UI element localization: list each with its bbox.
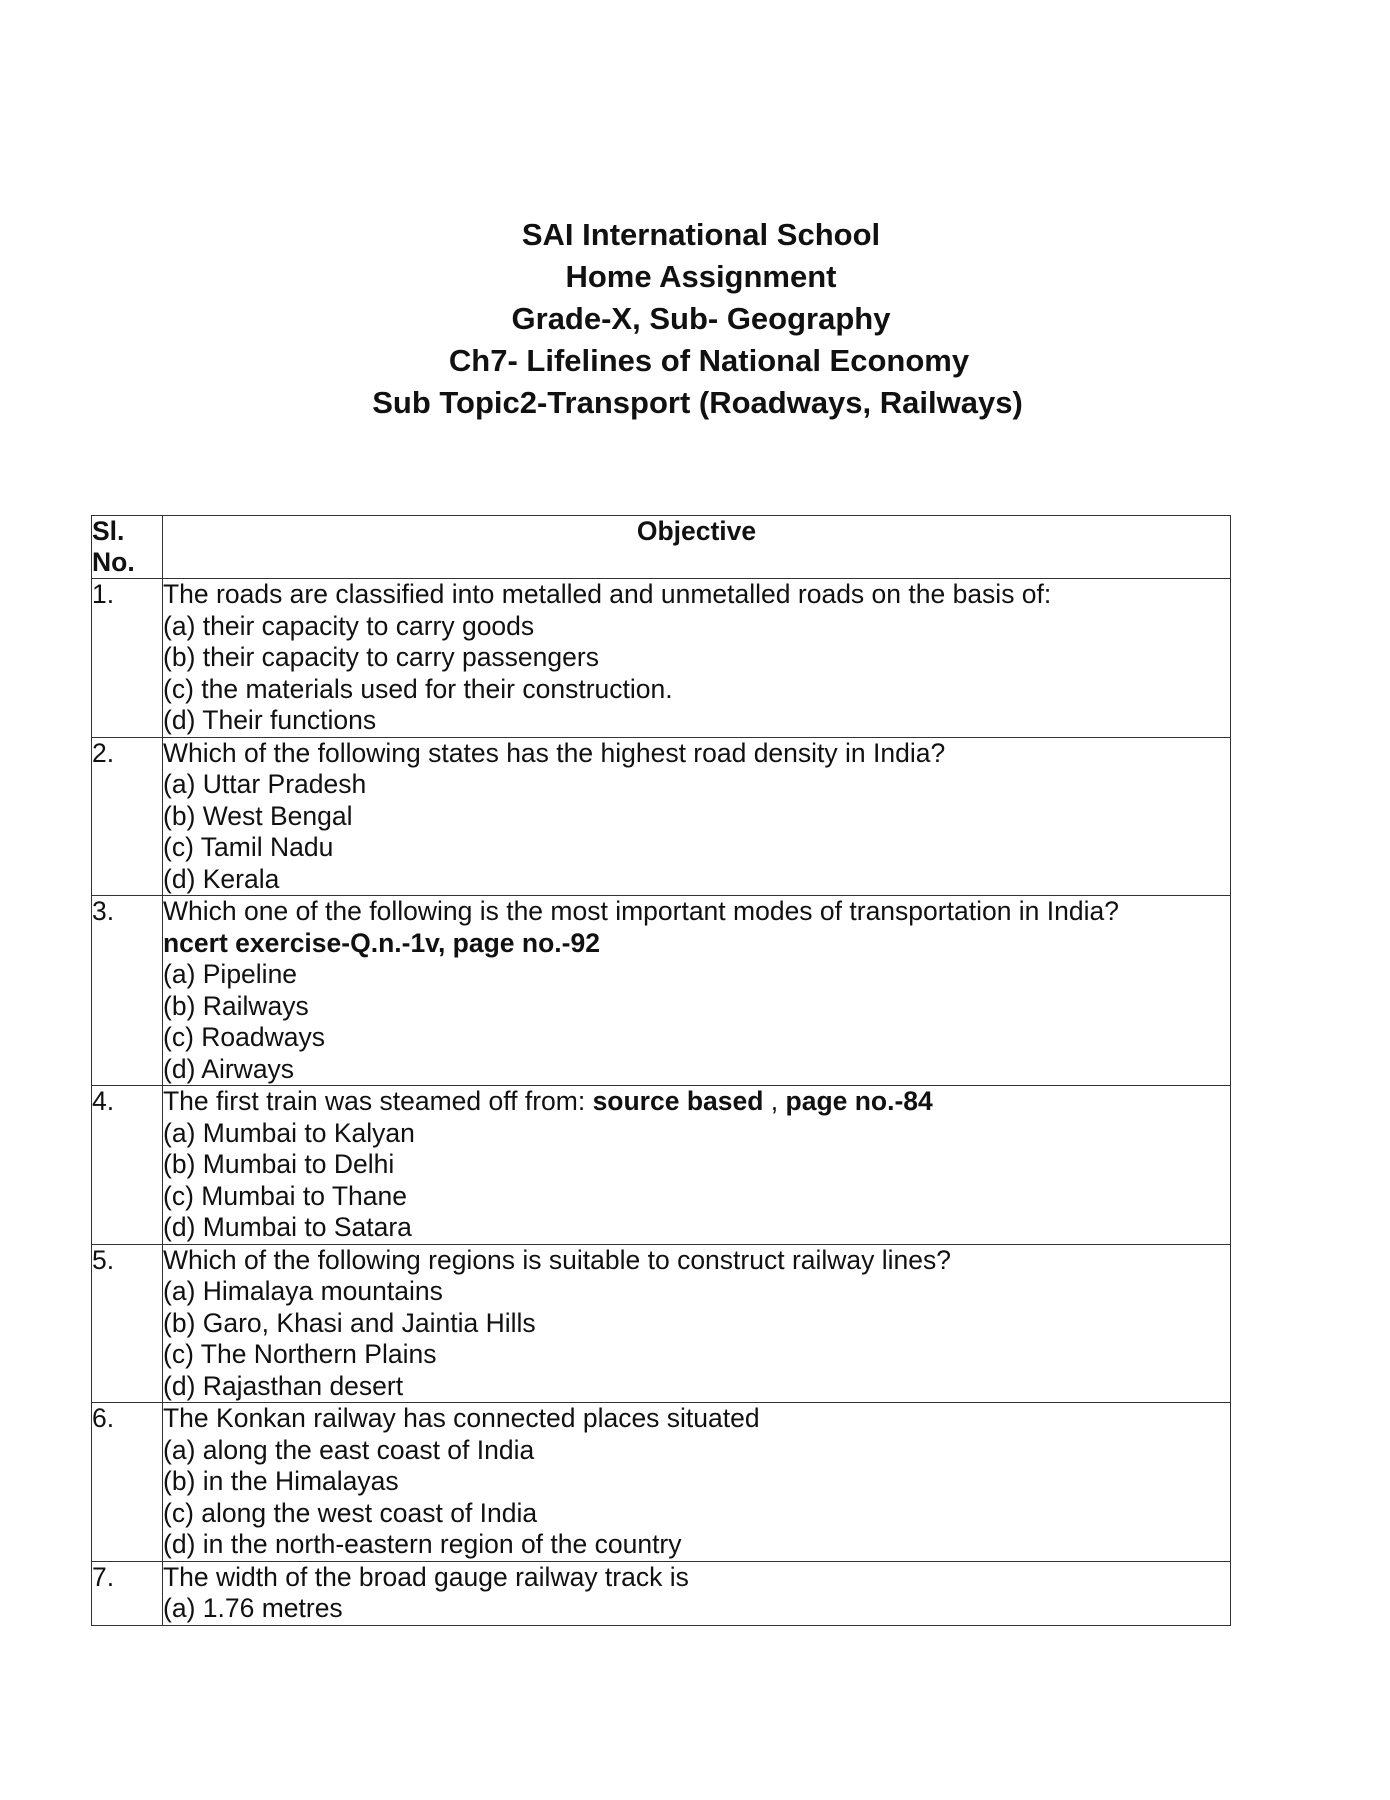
option: (d) Mumbai to Satara bbox=[163, 1212, 412, 1242]
table-row bbox=[92, 737, 1231, 896]
question-number: 5. bbox=[92, 1244, 163, 1403]
assignment-title: Home Assignment bbox=[565, 259, 837, 294]
table-row bbox=[92, 1403, 1231, 1562]
option: (d) Their functions bbox=[163, 705, 377, 735]
option: (c) Roadways bbox=[163, 1022, 325, 1052]
question-cell bbox=[163, 579, 1231, 738]
question-cell bbox=[163, 896, 1231, 1086]
option: (a) Pipeline bbox=[163, 959, 298, 989]
option: (b) in the Himalayas bbox=[163, 1466, 399, 1496]
question-text: The roads are classified into metalled and unmetalled roads on the basis of: bbox=[163, 579, 1052, 609]
option: (c) the materials used for their construction. bbox=[163, 673, 673, 704]
option: (c) Mumbai to Thane bbox=[163, 1180, 407, 1211]
question-text: Which of the following regions is suitable to construct railway lines? bbox=[163, 1244, 952, 1275]
option: (a) their capacity to carry goods bbox=[163, 610, 535, 641]
option: (a) Uttar Pradesh bbox=[163, 769, 367, 799]
question-cell bbox=[163, 1086, 1231, 1245]
option: (b) West Bengal bbox=[163, 800, 353, 831]
question-number: 6. bbox=[92, 1403, 163, 1562]
question-text: The width of the broad gauge railway track is bbox=[163, 1561, 689, 1592]
question-number: 1. bbox=[92, 579, 163, 738]
questions-table bbox=[91, 515, 1231, 1626]
option: (c) The Northern Plains bbox=[163, 1339, 437, 1369]
option: (d) in the north-eastern region of the country bbox=[163, 1529, 682, 1559]
question-cell bbox=[163, 1244, 1231, 1403]
question-text-line bbox=[163, 1086, 1230, 1118]
question-text: The first train was steamed off from: bbox=[163, 1086, 593, 1116]
table-header-row bbox=[92, 516, 1231, 579]
option: (a) along the east coast of India bbox=[163, 1434, 535, 1465]
chapter-title: Ch7- Lifelines of National Economy bbox=[448, 343, 970, 378]
question-cell bbox=[163, 1403, 1231, 1562]
option: (a) Himalaya mountains bbox=[163, 1276, 443, 1306]
column-header-objective: Objective bbox=[163, 516, 1231, 579]
document-header bbox=[0, 214, 1390, 424]
table-row bbox=[92, 896, 1231, 1086]
grade-subject: Grade-X, Sub- Geography bbox=[511, 301, 891, 336]
table-row bbox=[92, 1244, 1231, 1403]
option: (b) Garo, Khasi and Jaintia Hills bbox=[163, 1307, 536, 1338]
option: (c) Tamil Nadu bbox=[163, 832, 334, 862]
option: (b) their capacity to carry passengers bbox=[163, 642, 599, 672]
option: (a) Mumbai to Kalyan bbox=[163, 1117, 415, 1148]
question-reference-source: source based bbox=[592, 1086, 764, 1116]
option: (b) Railways bbox=[163, 990, 309, 1021]
option: (d) Rajasthan desert bbox=[163, 1370, 404, 1401]
question-reference: ncert exercise-Q.n.-1v, page no.-92 bbox=[163, 927, 600, 958]
column-header-serial: Sl. No. bbox=[92, 516, 163, 579]
question-number: 7. bbox=[92, 1561, 163, 1625]
question-number: 3. bbox=[92, 896, 163, 1086]
question-text: The Konkan railway has connected places situated bbox=[163, 1403, 760, 1433]
subtopic-title: Sub Topic2-Transport (Roadways, Railways) bbox=[372, 385, 1023, 420]
question-number: 4. bbox=[92, 1086, 163, 1245]
option: (c) along the west coast of India bbox=[163, 1497, 538, 1528]
option: (d) Kerala bbox=[163, 863, 280, 894]
question-text: Which one of the following is the most important modes of transportation in India? bbox=[163, 896, 1119, 926]
question-number: 2. bbox=[92, 737, 163, 896]
school-name: SAI International School bbox=[521, 217, 881, 252]
table-row bbox=[92, 1561, 1231, 1625]
question-text: Which of the following states has the highest road density in India? bbox=[163, 737, 946, 768]
table-row bbox=[92, 1086, 1231, 1245]
table-row bbox=[92, 579, 1231, 738]
question-cell bbox=[163, 737, 1231, 896]
reference-separator: , bbox=[763, 1086, 786, 1116]
question-reference-page: page no.-84 bbox=[785, 1086, 933, 1116]
option: (b) Mumbai to Delhi bbox=[163, 1149, 395, 1179]
option: (d) Airways bbox=[163, 1053, 295, 1084]
question-cell bbox=[163, 1561, 1231, 1625]
option: (a) 1.76 metres bbox=[163, 1593, 343, 1623]
